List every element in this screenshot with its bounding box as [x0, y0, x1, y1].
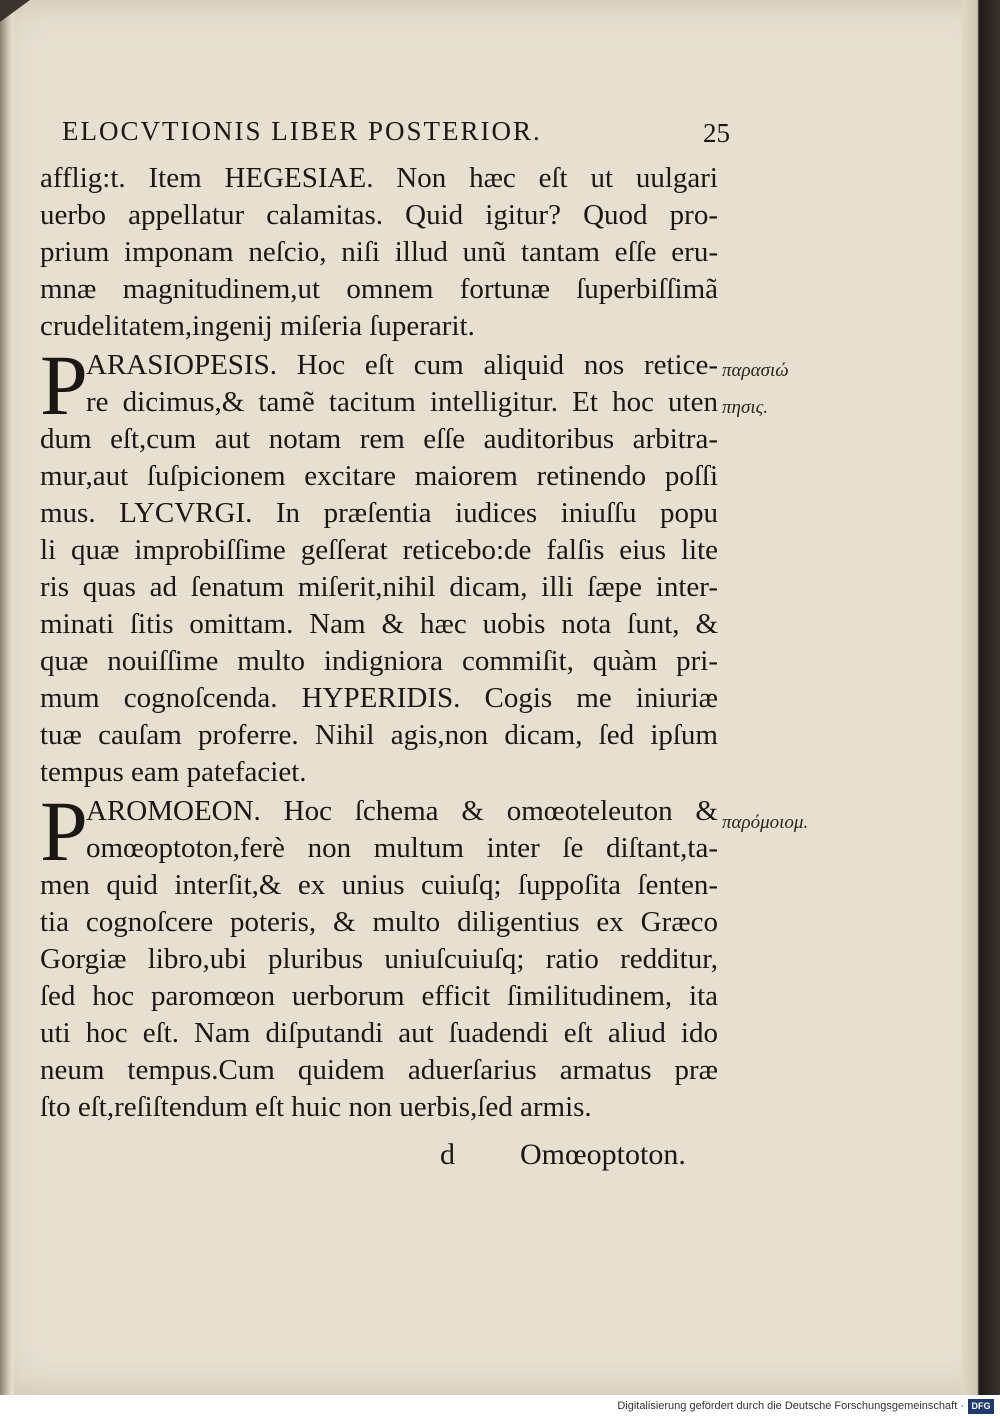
text-line: tia cognoſcere poteris, & multo diligentius ex Græco: [40, 906, 718, 938]
text-line: li quæ improbiſſime geſſerat reticebo:de falſis eius lite: [40, 534, 718, 566]
margin-note-parasiopesis-cont: πησις.: [722, 397, 769, 418]
text-line: prium imponam neſcio, niſi illud unũ tantam eſſe eru-: [40, 236, 718, 268]
drop-initial: P: [40, 783, 88, 879]
text-line: mum cognoſcenda. HYPERIDIS. Cogis me iniuriæ: [40, 682, 718, 714]
text-line: minati ſitis omittam. Nam & hæc uobis nota ſunt, &: [40, 608, 718, 640]
text-line: ſto eſt,reſiſtendum eſt huic non uerbis,ſed armis.: [40, 1091, 592, 1123]
text-line: quæ nouiſſime multo indigniora commiſit, quàm pri-: [40, 645, 718, 677]
text-line: mus. LYCVRGI. In præſentia iudices iniuſſu popu: [40, 497, 718, 529]
main-text: [40, 160, 718, 1126]
drop-initial: P: [40, 337, 88, 433]
text-line: dum eſt,cum aut notam rem eſſe auditoribus arbitra-: [40, 423, 718, 455]
page-header: [62, 116, 730, 156]
running-head: ELOCVTIONIS LIBER POSTERIOR.: [62, 116, 542, 146]
signature-mark: d: [440, 1138, 455, 1171]
text-line: uerbo appellatur calamitas. Quid igitur? Quod pro-: [40, 199, 718, 231]
page-edge: [962, 0, 1000, 1395]
text-line: ſed hoc paromœon uerborum efficit ſimilitudinem, ita: [40, 980, 718, 1012]
margin-note-parasiopesis: παρασιώ: [722, 360, 789, 381]
text-line: mnæ magnitudinem,ut omnem fortunæ ſuperbiſſimã: [40, 273, 718, 305]
margin-note-paromoeon: παρόμοιομ.: [722, 812, 809, 833]
paragraph-1: [40, 160, 718, 345]
footer-bar: [0, 1395, 1000, 1419]
text-line: tempus eam patefaciet.: [40, 756, 307, 788]
paragraph-paromoeon: [40, 783, 718, 1126]
text-line: neum tempus.Cum quidem aduerſarius armatus præ: [40, 1054, 718, 1086]
text-line: men quid interſit,& ex unius cuiuſq; ſuppoſita ſenten-: [40, 869, 718, 901]
text-line: mur,aut ſuſpicionem excitare maiorem retinendo poſſi: [40, 460, 718, 492]
page-gutter: [0, 0, 14, 1395]
text-line: ris quas ad ſenatum miſerit,nihil dicam, illi ſæpe inter-: [40, 571, 718, 603]
text-line: crudelitatem,ingenij miſeria ſuperarit.: [40, 310, 475, 342]
text-line: omœoptoton,ferè non multum inter ſe diſtant,ta-: [86, 832, 718, 864]
dfg-logo: DFG: [968, 1399, 994, 1414]
text-line: Gorgiæ libro,ubi pluribus uniuſcuiuſq; ratio redditur,: [40, 943, 718, 975]
text-line: afflig:t. Item HEGESIAE. Non hæc eſt ut uulgari: [40, 162, 718, 194]
text-line: AROMOEON. Hoc ſchema & omœoteleuton &: [86, 795, 718, 827]
folio-number: 25: [703, 118, 730, 148]
paragraph-parasiopesis: [40, 337, 718, 791]
funding-credit: Digitalisierung gefördert durch die Deutsche Forschungsgemeinschaft ·: [617, 1400, 964, 1412]
text-line: ARASIOPESIS. Hoc eſt cum aliquid nos retice-: [86, 349, 718, 381]
text-line: tuæ cauſam proferre. Nihil agis,non dicam, ſed ipſum: [40, 719, 718, 751]
page-corner: [0, 0, 30, 22]
text-line: re dicimus,& tamẽ tacitum intelligitur. Et hoc uten: [86, 386, 718, 418]
catchword: Omœoptoton.: [520, 1138, 686, 1171]
text-line: uti hoc eſt. Nam diſputandi aut ſuadendi eſt aliud ido: [40, 1017, 718, 1049]
